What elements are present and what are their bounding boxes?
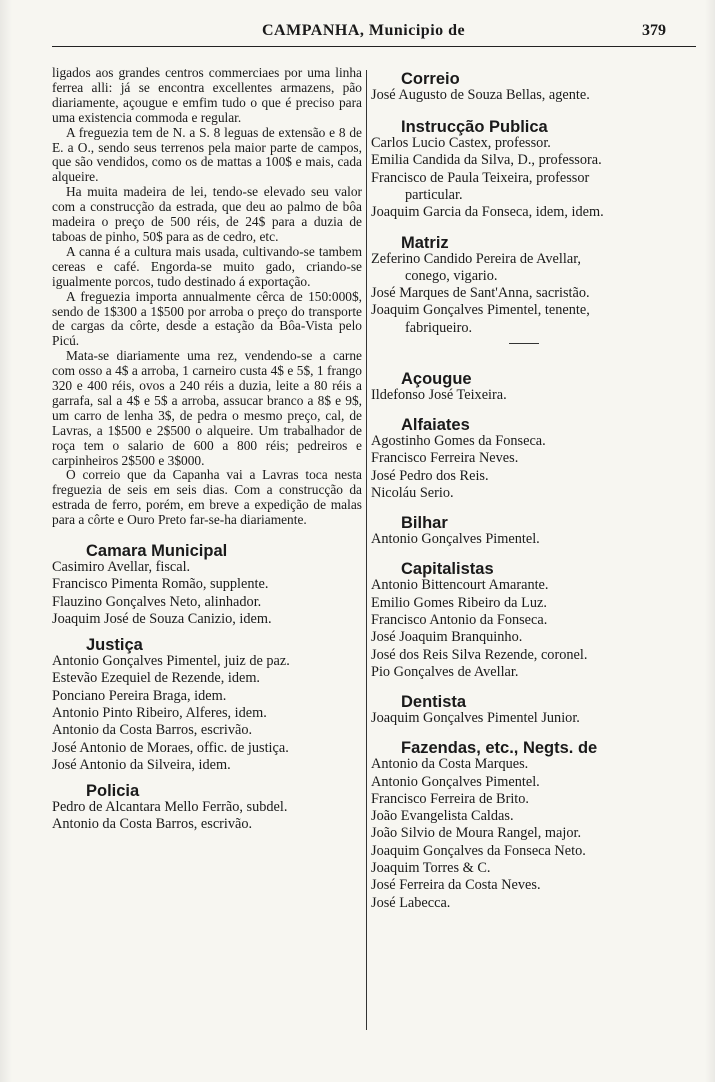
section-dentista xyxy=(371,695,697,727)
section-heading: Dentista xyxy=(401,693,467,712)
paragraph: A freguezia importa annualmente cêrca de 150:000$, sendo de 1$300 a 1$500 por arroba o preço do transporte de cargas da côrte, desde a estação da Bôa-Vista pelo Picú. xyxy=(52,288,362,349)
list-item: Antonio Gonçalves Pimentel, juiz de paz. xyxy=(52,653,290,670)
section-heading: Correio xyxy=(401,70,460,88)
list-item: Antonio Pinto Ribeiro, Alferes, idem. xyxy=(52,704,267,721)
list-item: Emilia Candida da Silva, D., professora. xyxy=(371,152,602,169)
paragraph: A freguezia tem de N. a S. 8 leguas de extensão e 8 de E. a O., sendo seus terrenos pela maior parte de campos, que são vendidos, como os de mattas a 100$ e mais, cada alqueire. xyxy=(52,124,362,185)
section-heading: Fazendas, etc., Negts. de xyxy=(401,739,598,758)
section-heading: Justiça xyxy=(86,636,143,655)
list-item: José dos Reis Silva Rezende, coronel. xyxy=(371,646,588,663)
right-column xyxy=(371,66,697,912)
section-policia xyxy=(52,784,362,834)
list-item: Joaquim Gonçalves Pimentel Junior. xyxy=(371,710,580,727)
list-item: Estevão Ezequiel de Rezende, idem. xyxy=(52,670,261,687)
page-number: 379 xyxy=(642,22,666,39)
section-heading: Capitalistas xyxy=(401,560,494,579)
paragraph: ligados aos grandes centros commerciaes por uma linha ferrea alli: já se encontra excellentes armazens, pão diariamente, açougue e emfim tudo o que é preciso para uma existencia commoda e regular. xyxy=(52,65,362,125)
list-item: Joaquim Gonçalves Pimentel, tenente, xyxy=(371,302,590,319)
section-correio xyxy=(371,72,697,104)
page-spine-shadow xyxy=(0,0,12,1082)
section-heading: Matriz xyxy=(401,233,449,252)
list-item: João Evangelista Caldas. xyxy=(371,808,514,825)
list-item: conego, vigario. xyxy=(405,267,498,284)
section-acougue xyxy=(371,369,697,404)
list-item: Ponciano Pereira Braga, idem. xyxy=(52,687,227,704)
list-item: Francisco Antonio da Fonseca. xyxy=(371,611,548,628)
paragraph: Ha muita madeira de lei, tendo-se elevado seu valor com a construcção da estrada, que deu ao palmo de bôa madeira o preço de 500 réis, de 24$ para a duzia de taboas de pinho, 50$ para as de cedro, etc. xyxy=(52,184,362,244)
list-item: Emilio Gomes Ribeiro da Luz. xyxy=(371,594,547,611)
left-column xyxy=(52,66,362,834)
section-matriz xyxy=(371,233,697,344)
list-item: Antonio Gonçalves Pimentel. xyxy=(371,531,540,548)
running-title: CAMPANHA, Municipio de xyxy=(262,22,466,39)
section-alfaiates xyxy=(371,418,697,502)
list-item: João Silvio de Moura Rangel, major. xyxy=(371,825,582,842)
list-item: José Augusto de Souza Bellas, agente. xyxy=(371,86,590,103)
list-item: Francisco Ferreira de Brito. xyxy=(371,790,530,807)
list-item: Antonio Gonçalves Pimentel. xyxy=(371,773,540,790)
list-item: José Marques de Sant'Anna, sacristão. xyxy=(371,285,590,302)
list-item: Francisco de Paula Teixeira, professor xyxy=(371,169,590,186)
list-item: Casimiro Avellar, fiscal. xyxy=(52,559,191,575)
section-instruccao-publica xyxy=(371,120,697,221)
list-item: Francisco Pimenta Romão, supplente. xyxy=(52,576,269,593)
list-item: José Ferreira da Costa Neves. xyxy=(371,877,541,894)
section-fazendas xyxy=(371,741,697,912)
list-item: Antonio da Costa Marques. xyxy=(371,756,529,773)
list-item: Francisco Ferreira Neves. xyxy=(371,450,519,467)
list-item: Joaquim José de Souza Canizio, idem. xyxy=(52,610,272,627)
section-heading: Bilhar xyxy=(401,514,448,533)
page-edge-shadow xyxy=(705,0,715,1082)
list-item: particular. xyxy=(405,187,463,203)
list-item: José Antonio da Silveira, idem. xyxy=(52,756,231,773)
list-item: Agostinho Gomes da Fonseca. xyxy=(371,433,546,450)
list-item: José Joaquim Branquinho. xyxy=(371,629,523,646)
list-item: Antonio Bittencourt Amarante. xyxy=(371,577,549,594)
list-item: Ildefonso José Teixeira. xyxy=(371,386,507,403)
list-item: Flauzino Gonçalves Neto, alinhador. xyxy=(52,593,262,610)
list-item: Pio Gonçalves de Avellar. xyxy=(371,663,519,680)
list-item: Antonio da Costa Barros, escrivão. xyxy=(52,816,253,833)
section-heading: Açougue xyxy=(401,369,472,388)
section-heading: Camara Municipal xyxy=(86,542,228,561)
paragraph: A canna é a cultura mais usada, cultivando-se tambem cereas e café. Engorda-se muito gado, criando-se igualmente porcos, tudo destinado á exportação. xyxy=(52,243,362,289)
list-item: Zeferino Candido Pereira de Avellar, xyxy=(371,250,581,267)
running-header xyxy=(0,22,715,46)
list-item: Pedro de Alcantara Mello Ferrão, subdel. xyxy=(52,799,288,816)
list-item: Joaquim Gonçalves da Fonseca Neto. xyxy=(371,842,586,859)
list-item: José Labecca. xyxy=(371,894,451,911)
section-capitalistas xyxy=(371,562,697,681)
header-rule xyxy=(52,46,696,47)
section-separator xyxy=(509,343,539,344)
list-item: José Antonio de Moraes, offic. de justiça. xyxy=(52,739,289,756)
list-item: Nicoláu Serio. xyxy=(371,484,454,501)
list-item: Joaquim Garcia da Fonseca, idem, idem. xyxy=(371,204,604,221)
section-heading: Policia xyxy=(86,782,140,801)
list-item: Carlos Lucio Castex, professor. xyxy=(371,135,551,152)
list-item: fabriqueiro. xyxy=(405,319,473,336)
section-heading: Instrucção Publica xyxy=(401,118,548,137)
section-camara-municipal xyxy=(52,544,362,628)
column-divider xyxy=(366,70,367,1030)
paragraph: O correio que da Capanha vai a Lavras toca nesta freguezia de seis em seis dias. Com a construcção da estrada de ferro, porém, em breve a expedição de malas para a côrte e Ouro Preto far-se-ha diariamente. xyxy=(52,467,362,528)
list-item: José Pedro dos Reis. xyxy=(371,467,489,484)
section-bilhar xyxy=(371,516,697,548)
section-heading: Alfaiates xyxy=(401,416,470,435)
list-item: Antonio da Costa Barros, escrivão. xyxy=(52,722,253,739)
list-item: Joaquim Torres & C. xyxy=(371,860,491,877)
section-justica xyxy=(52,638,362,774)
paragraph: Mata-se diariamente uma rez, vendendo-se a carne com osso a 4$ a arroba, 1 carneiro custa 4$ e 5$, 1 frango 320 e 400 réis, ovos a 240 réis a duzia, leite a 80 réis a garrafa, sal a 4$ e 5$ a arroba, assucar branco a 8$ e 9$, um carro de lenha 3$, de pedra o mesmo preço, cal, de Lavras, a 1$500 e 2$500 o alqueire. Um trabalhador de roça tem o salario de 600 a 800 réis; pedreiros e carpinheiros 2$500 e 3$000. xyxy=(52,348,362,468)
